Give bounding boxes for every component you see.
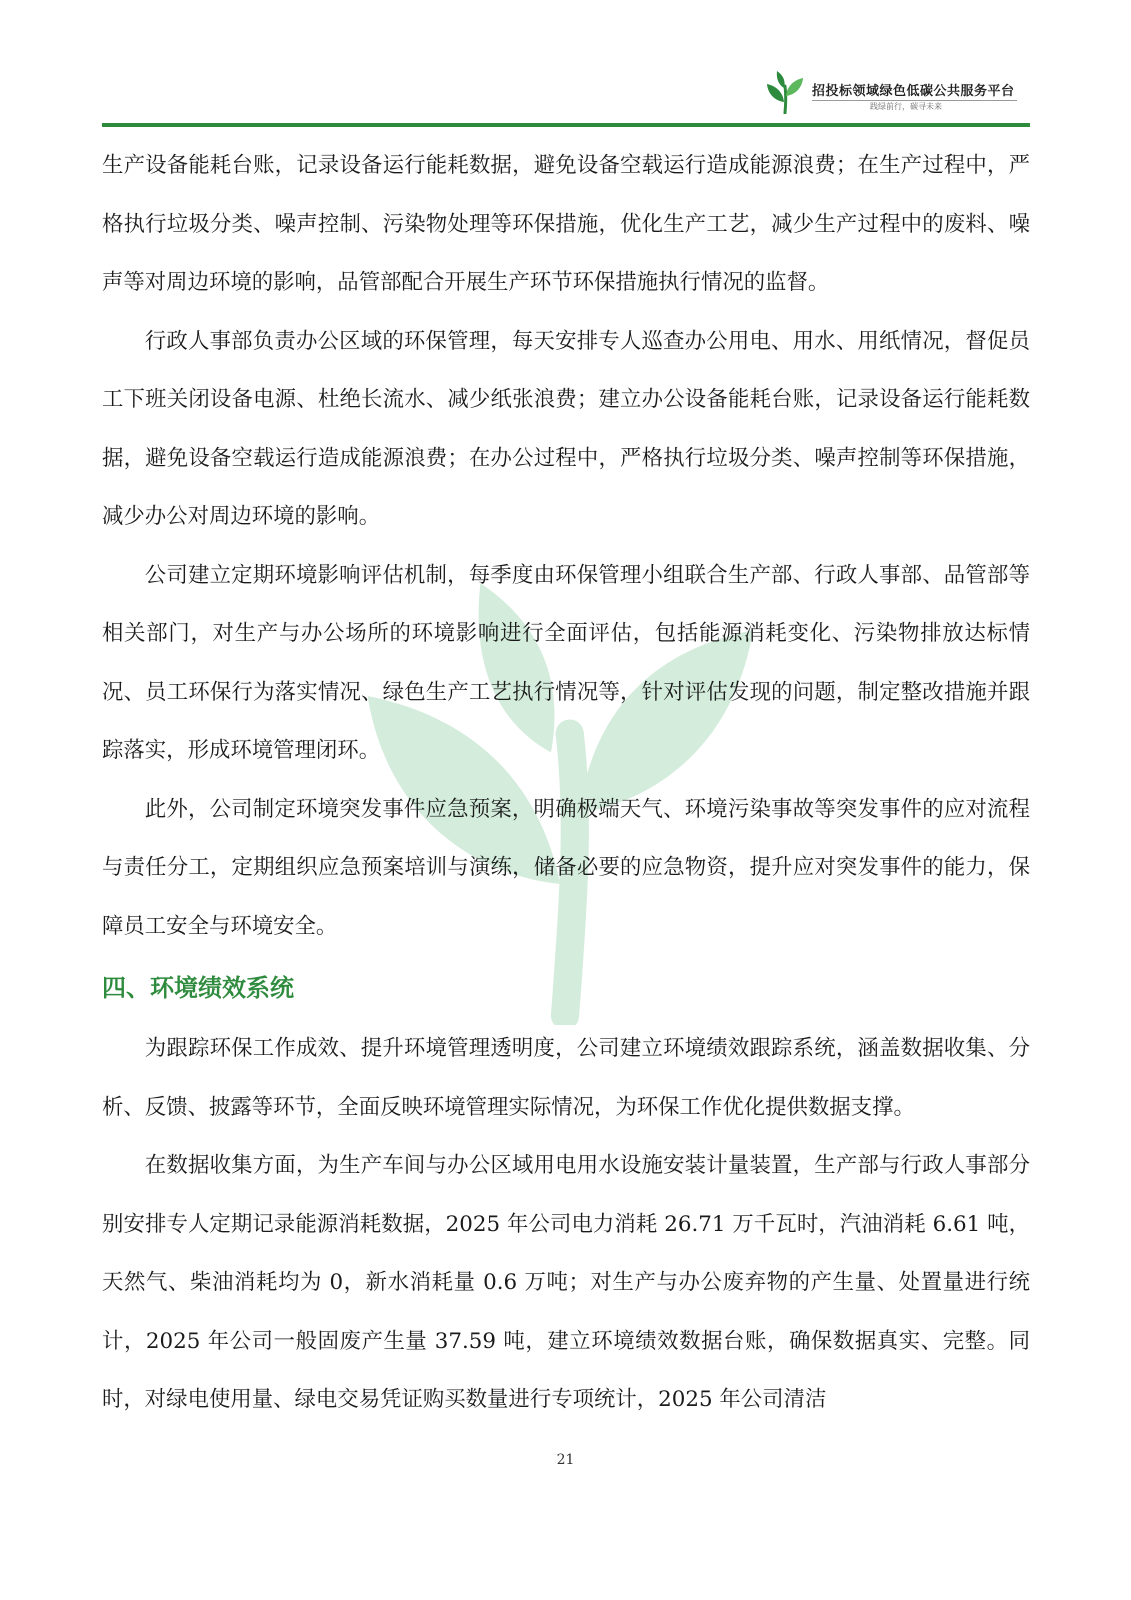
page-number: 21 [556, 1452, 575, 1468]
leaf-sprout-icon [765, 70, 805, 114]
brand-name: 招投标领域绿色低碳公共服务平台 [812, 84, 1015, 99]
section-heading: 四、环境绩效系统 [102, 974, 294, 1002]
body-paragraph: 此外，公司制定环境突发事件应急预案，明确极端天气、环境污染事故等突发事件的应对流程与责任分工，定期组织应急预案培训与演练，储备必要的应急物资，提升应对突发事件的能力，保障员工安全与环境安全。 [102, 796, 1030, 939]
body-paragraph: 生产设备能耗台账，记录设备运行能耗数据，避免设备空载运行造成能源浪费；在生产过程中，严格执行垃圾分类、噪声控制、污染物处理等环保措施，优化生产工艺，减少生产过程中的废料、噪声等对周边环境的影响，品管部配合开展生产环节环保措施执行情况的监督。 [102, 153, 1030, 295]
brand-slogan: 践绿前行，碳寻未来 [870, 102, 942, 111]
body-paragraph: 行政人事部负责办公区域的环保管理，每天安排专人巡查办公用电、用水、用纸情况，督促员工下班关闭设备电源、杜绝长流水、减少纸张浪费；建立办公设备能耗台账，记录设备运行能耗数据，避免设备空载运行造成能源浪费；在办公过程中，严格执行垃圾分类、噪声控制等环保措施，减少办公对周边环境的影响。 [102, 328, 1030, 529]
body-paragraph: 为跟踪环保工作成效、提升环境管理透明度，公司建立环境绩效跟踪系统，涵盖数据收集、分析、反馈、披露等环节，全面反映环境管理实际情况，为环保工作优化提供数据支撑。 [102, 1036, 1030, 1120]
body-paragraph: 在数据收集方面，为生产车间与办公区域用电用水设施安装计量装置，生产部与行政人事部分别安排专人定期记录能源消耗数据，2025 年公司电力消耗 26.71 万千瓦时，汽油消耗 6.61 吨，天然气、柴油消耗均为 0，新水消耗量 0.6 万吨；对生产与办公废弃物的产生量、处置量进行统计，2025 年公司一般固废产生量 37.59 吨，建立环境绩效数据台账，确保数据真实、完整。同时，对绿电使用量、绿电交易凭证购买数量进行专项统计，2025 年公司清洁 [102, 1153, 1030, 1412]
header-divider-bar [102, 123, 1030, 127]
body-paragraph: 公司建立定期环境影响评估机制，每季度由环保管理小组联合生产部、行政人事部、品管部等相关部门，对生产与办公场所的环境影响进行全面评估，包括能源消耗变化、污染物排放达标情况、员工环保行为落实情况、绿色生产工艺执行情况等，针对评估发现的问题，制定整改措施并跟踪落实，形成环境管理闭环。 [102, 562, 1030, 763]
page-content [102, 137, 1030, 1430]
page-header [0, 0, 1131, 130]
